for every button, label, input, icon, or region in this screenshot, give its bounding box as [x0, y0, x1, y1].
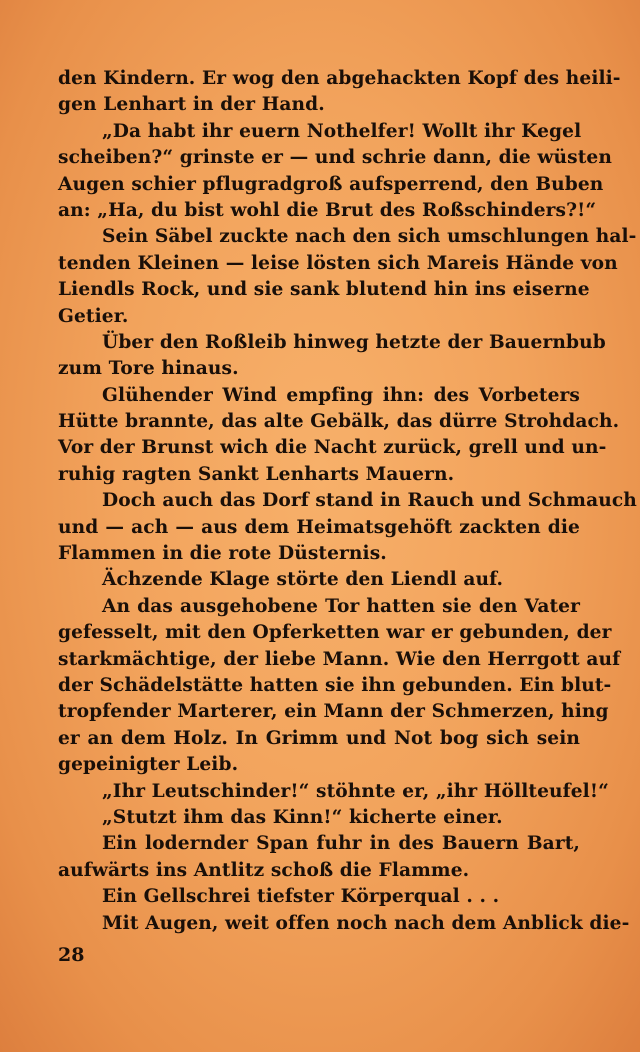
text-line: Ein lodernder Span fuhr in des Bauern Bart, [102, 833, 580, 855]
text-line: aufwärts ins Antlitz schoß die Flamme. [58, 859, 470, 881]
text-line: ruhig ragten Sankt Lenharts Mauern. [58, 463, 455, 485]
text-line: gen Lenhart in der Hand. [58, 94, 325, 116]
text-line: Ein Gellschrei tiefster Körperqual . . . [102, 886, 500, 908]
text-line: Doch auch das Dorf stand in Rauch und Schmauch [102, 490, 637, 512]
text-line: an: „Ha, du bist wohl die Brut des Roßschinders?!“ [58, 199, 597, 221]
text-line: Glühender Wind empfing ihn: des Vorbeters [102, 384, 580, 406]
text-line: scheiben?“ grinste er — und schrie dann, die wüsten [58, 147, 612, 169]
text-line: Getier. [58, 305, 129, 327]
text-line: der Schädelstätte hatten sie ihn gebunden. Ein blut- [58, 674, 612, 696]
text-line: Mit Augen, weit offen noch nach dem Anblick die- [102, 912, 630, 934]
text-line: zum Tore hinaus. [58, 358, 239, 380]
text-line: An das ausgehobene Tor hatten sie den Vater [102, 595, 580, 617]
book-page-text [58, 66, 637, 937]
text-line: und — ach — aus dem Heimatsgehöft zackten die [58, 516, 580, 538]
text-line: starkmächtige, der liebe Mann. Wie den Herrgott auf [58, 648, 621, 670]
text-line: Ächzende Klage störte den Liendl auf. [102, 569, 504, 591]
text-line: Sein Säbel zuckte nach den sich umschlungen hal- [102, 226, 637, 248]
text-line: Augen schier pflugradgroß aufsperrend, den Buben [58, 173, 604, 195]
text-line: den Kindern. Er wog den abgehackten Kopf des heili- [58, 68, 621, 89]
text-line: Liendls Rock, und sie sank blutend hin ins eiserne [58, 279, 590, 301]
text-line: tenden Kleinen — leise lösten sich Mareis Hände von [58, 252, 618, 274]
text-line: tropfender Marterer, ein Mann der Schmerzen, hing [58, 701, 609, 723]
text-line: „Da habt ihr euern Nothelfer! Wollt ihr Kegel [102, 120, 582, 142]
text-line: Hütte brannte, das alte Gebälk, das dürre Strohdach. [58, 411, 620, 433]
text-line: „Stutzt ihm das Kinn!“ kicherte einer. [102, 806, 503, 828]
text-line: Vor der Brunst wich die Nacht zurück, grell und un- [58, 437, 607, 459]
text-line: Über den Roßleib hinweg hetzte der Bauernbub [102, 331, 606, 353]
page-number: 28 [58, 944, 85, 966]
text-line: „Ihr Leutschinder!“ stöhnte er, „ihr Höllteufel!“ [102, 780, 609, 802]
text-line: Flammen in die rote Düsternis. [58, 543, 387, 565]
text-line: er an dem Holz. In Grimm und Not bog sich sein [58, 727, 580, 749]
text-line: gefesselt, mit den Opferketten war er gebunden, der [58, 622, 612, 644]
text-line: gepeinigter Leib. [58, 754, 239, 776]
